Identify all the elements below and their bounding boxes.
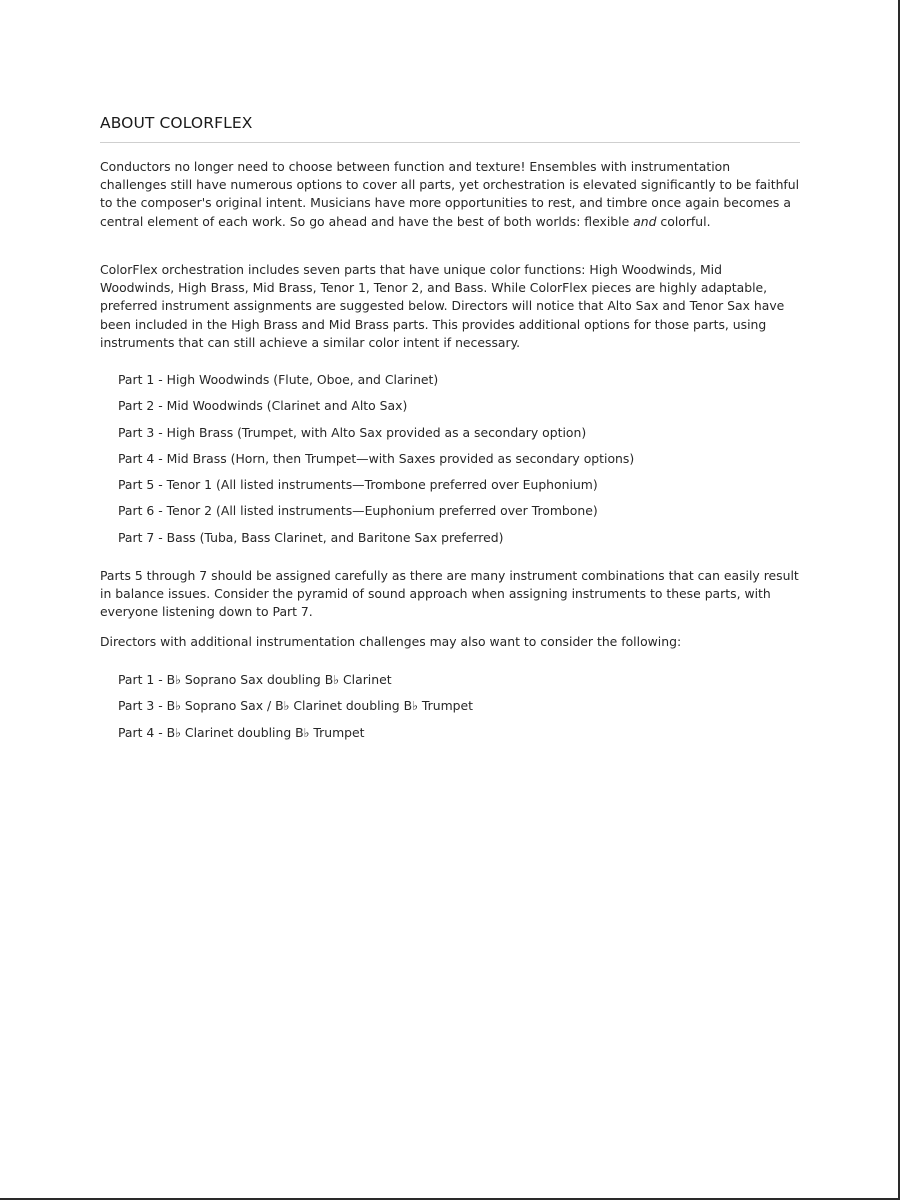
list-item: Part 1 - B♭ Soprano Sax doubling B♭ Clarinet bbox=[118, 672, 392, 687]
list-item: Part 1 - High Woodwinds (Flute, Oboe, and Clarinet) bbox=[118, 372, 439, 387]
orchestration-paragraph: ColorFlex orchestration includes seven parts that have unique color functions: High Woodwinds, Mid Woodwinds, High Brass, Mid Brass, Tenor 1, Tenor 2, and Bass. While ColorFlex pieces are highly adaptable, preferred instrument assignments are suggested below. Directors will notice that Alto Sax and Tenor Sax have been included in the High Brass and Mid Brass parts. This provides additional options for those parts, using instruments that can still achieve a similar color intent if necessary. bbox=[100, 262, 785, 350]
list-item: Part 2 - Mid Woodwinds (Clarinet and Alto Sax) bbox=[118, 398, 408, 414]
alternate-list bbox=[118, 671, 473, 750]
list-item: Part 4 - Mid Brass (Horn, then Trumpet—with Saxes provided as secondary options) bbox=[118, 450, 635, 466]
heading-divider bbox=[100, 142, 800, 143]
list-item: Part 3 - B♭ Soprano Sax / B♭ Clarinet doubling B♭ Trumpet bbox=[118, 698, 474, 714]
intro-text: Conductors no longer need to choose between function and texture! Ensembles with instrumentation challenges still have numerous options to cover all parts, yet orchestration is elevated significantly to be faithful to the composer's original intent. Musicians have more opportunities to rest, and timbre once again becomes a central element of each work. So go ahead and have the best of both worlds: flexible bbox=[100, 159, 800, 229]
challenges-paragraph: Directors with additional instrumentation challenges may also want to consider the following: bbox=[100, 634, 682, 649]
list-item: Part 7 - Bass (Tuba, Bass Clarinet, and Baritone Sax preferred) bbox=[118, 529, 504, 545]
list-item: Part 6 - Tenor 2 (All listed instruments—Euphonium preferred over Trombone) bbox=[118, 503, 598, 519]
list-item: Part 4 - B♭ Clarinet doubling B♭ Trumpet bbox=[118, 724, 365, 740]
balance-paragraph: Parts 5 through 7 should be assigned carefully as there are many instrument combinations that can easily result in balance issues. Consider the pyramid of sound approach when assigning instruments to these parts, with everyone listening down to Part 7. bbox=[100, 568, 799, 620]
list-item: Part 5 - Tenor 1 (All listed instruments—Trombone preferred over Euphonium) bbox=[118, 477, 598, 493]
list-item: Part 3 - High Brass (Trumpet, with Alto Sax provided as a secondary option) bbox=[118, 424, 587, 440]
part-list bbox=[118, 371, 634, 555]
intro-text-end: colorful. bbox=[656, 213, 711, 229]
page-title: ABOUT COLORFLEX bbox=[100, 114, 253, 132]
intro-paragraph bbox=[100, 158, 800, 231]
intro-italic-word: and bbox=[633, 213, 657, 229]
